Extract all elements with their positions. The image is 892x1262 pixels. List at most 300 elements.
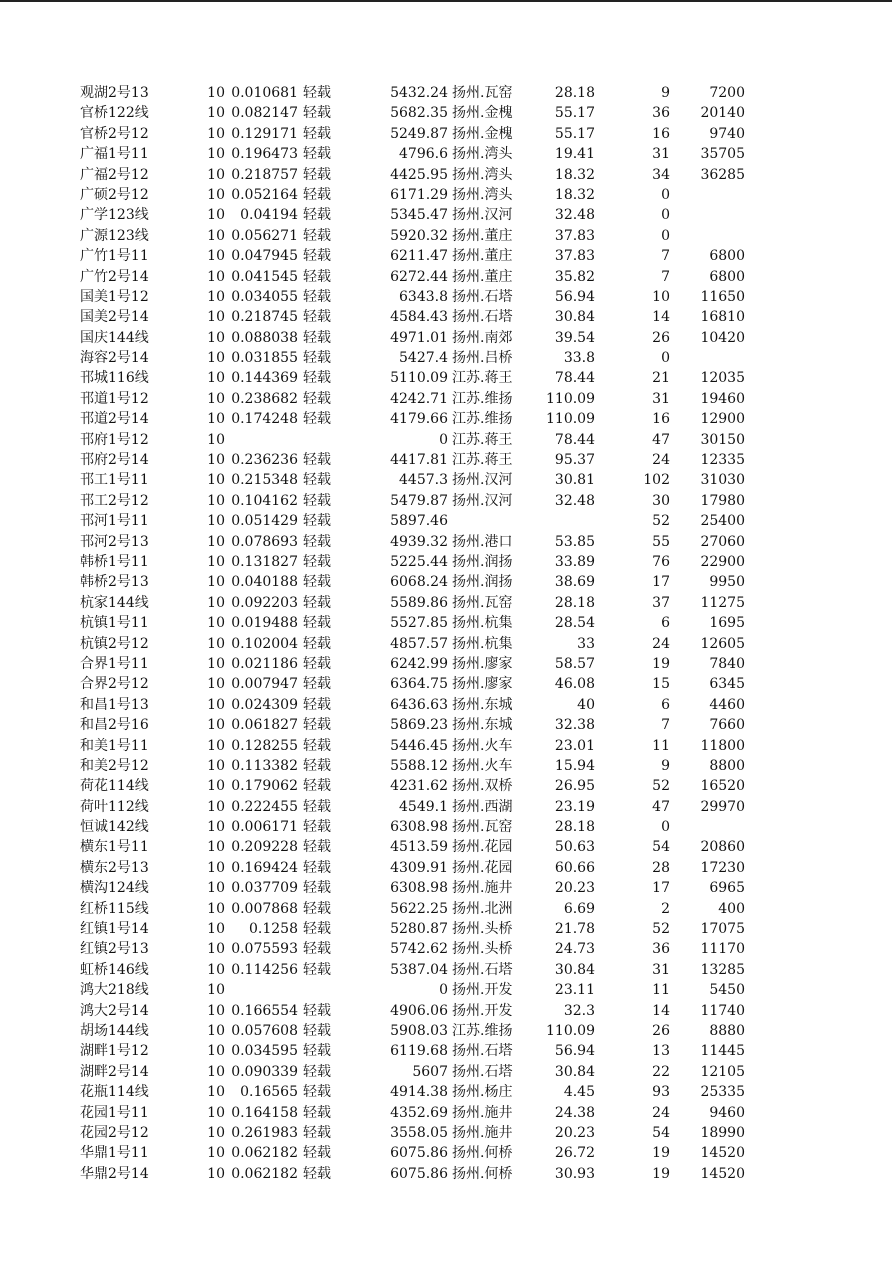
table-row [0,1082,892,1102]
value-cell: 0 [439,982,448,999]
distance-cell: 46.08 [554,676,595,693]
voltage-cell: 10 [207,574,225,591]
load-rate-cell: 0.129171 [231,125,298,142]
table-row [0,593,892,613]
value-cell: 6308.98 [390,819,448,836]
distance-cell: 78.44 [554,370,595,387]
capacity-cell: 5450 [709,982,745,999]
table-row [0,307,892,327]
voltage-cell: 10 [207,227,225,244]
load-status-cell: 轻载 [303,85,331,101]
load-status-cell: 轻载 [303,798,331,815]
load-status-cell: 轻载 [303,941,331,958]
load-rate-cell: 0.010681 [231,85,298,101]
distance-cell: 20.23 [554,1124,595,1141]
distance-cell: 30.84 [554,309,595,326]
load-rate-cell: 0.238682 [231,390,298,407]
line-name-cell: 广福1号11 [80,146,149,163]
page-top-border [0,0,892,2]
line-name-cell: 虹桥146线 [80,961,149,978]
distance-cell: 30.84 [554,961,595,978]
substation-cell: 扬州.汉河 [452,492,513,509]
value-cell: 6075.86 [390,1165,448,1182]
distance-cell: 55.17 [554,125,595,142]
load-rate-cell: 0.236236 [231,452,298,469]
capacity-cell: 30150 [700,431,745,448]
capacity-cell: 11740 [700,1002,745,1019]
value-cell: 4417.81 [390,452,448,469]
count-cell: 21 [652,370,670,387]
count-cell: 52 [652,921,670,938]
value-cell: 6075.86 [390,1145,448,1162]
substation-cell: 扬州.瓦窑 [452,819,513,836]
capacity-cell: 13285 [700,961,745,978]
table-row [0,899,892,919]
distance-cell: 30.84 [554,1063,595,1080]
value-cell: 4914.38 [390,1084,448,1101]
value-cell: 5682.35 [390,105,448,122]
line-name-cell: 合界1号11 [80,655,149,672]
load-status-cell: 轻载 [303,553,331,570]
value-cell: 5427.4 [399,350,448,367]
count-cell: 31 [652,961,670,978]
voltage-cell: 10 [207,207,225,224]
substation-cell: 扬州.北洲 [452,900,513,917]
value-cell: 5588.12 [390,757,448,774]
load-status-cell: 轻载 [303,1084,331,1101]
line-name-cell: 鸿大2号14 [80,1002,149,1019]
count-cell: 19 [652,1145,670,1162]
value-cell: 4796.6 [399,146,448,163]
substation-cell: 扬州.东城 [452,717,513,734]
load-rate-cell: 0.034055 [231,288,298,305]
line-name-cell: 横东2号13 [80,859,149,876]
load-status-cell: 轻载 [303,268,331,285]
substation-cell: 江苏.蒋王 [452,452,513,469]
voltage-cell: 10 [207,655,225,672]
count-cell: 93 [652,1084,670,1101]
load-status-cell: 轻载 [303,370,331,387]
capacity-cell: 12035 [700,370,745,387]
substation-cell: 扬州.湾头 [452,186,513,203]
table-row [0,613,892,633]
table-row [0,1123,892,1143]
spreadsheet-table [0,83,892,1184]
capacity-cell: 17980 [700,492,745,509]
capacity-cell: 36285 [700,166,745,183]
value-cell: 4549.1 [399,798,448,815]
capacity-cell: 16520 [700,778,745,795]
count-cell: 15 [652,676,670,693]
substation-cell: 江苏.维扬 [452,1022,513,1039]
count-cell: 6 [661,696,670,713]
voltage-cell: 10 [207,411,225,428]
voltage-cell: 10 [207,757,225,774]
line-name-cell: 广硕2号12 [80,186,149,203]
load-status-cell: 轻载 [303,717,331,734]
capacity-cell: 11275 [700,594,745,611]
value-cell: 6119.68 [390,1043,448,1060]
value-cell: 5607 [412,1063,448,1080]
count-cell: 24 [652,1104,670,1121]
voltage-cell: 10 [207,717,225,734]
line-name-cell: 华鼎2号14 [80,1165,149,1182]
load-status-cell: 轻载 [303,411,331,428]
table-row [0,654,892,674]
voltage-cell: 10 [207,941,225,958]
load-rate-cell: 0.261983 [231,1124,298,1141]
load-rate-cell: 0.1258 [249,921,298,938]
distance-cell: 33 [577,635,595,652]
line-name-cell: 国美2号14 [80,309,149,326]
line-name-cell: 官桥122线 [80,105,149,122]
line-name-cell: 合界2号12 [80,676,149,693]
line-name-cell: 和昌1号13 [80,696,149,713]
load-rate-cell: 0.113382 [231,757,298,774]
capacity-cell: 20860 [700,839,745,856]
load-status-cell: 轻载 [303,655,331,672]
line-name-cell: 鸿大218线 [80,982,149,999]
line-name-cell: 国美1号12 [80,288,149,305]
value-cell: 5249.87 [390,125,448,142]
value-cell: 5527.85 [390,615,448,632]
table-row [0,1021,892,1041]
voltage-cell: 10 [207,1145,225,1162]
load-status-cell: 轻载 [303,961,331,978]
substation-cell: 扬州.何桥 [452,1145,513,1162]
load-status-cell: 轻载 [303,635,331,652]
value-cell: 5110.09 [390,370,448,387]
voltage-cell: 10 [207,1124,225,1141]
value-cell: 5908.03 [390,1022,448,1039]
count-cell: 16 [652,125,670,142]
load-status-cell: 轻载 [303,696,331,713]
distance-cell: 28.18 [554,594,595,611]
count-cell: 10 [652,288,670,305]
line-name-cell: 韩桥1号11 [80,553,149,570]
load-rate-cell: 0.078693 [231,533,298,550]
load-rate-cell: 0.031855 [231,350,298,367]
count-cell: 7 [661,248,670,265]
distance-cell: 33.89 [554,553,595,570]
load-rate-cell: 0.056271 [231,227,298,244]
substation-cell: 江苏.蒋王 [452,431,513,448]
substation-cell: 扬州.石塔 [452,309,513,326]
substation-cell: 扬州.花园 [452,839,513,856]
capacity-cell: 11445 [700,1043,745,1060]
load-rate-cell: 0.164158 [231,1104,298,1121]
voltage-cell: 10 [207,859,225,876]
table-row [0,858,892,878]
count-cell: 26 [652,329,670,346]
substation-cell: 扬州.开发 [452,1002,513,1019]
load-rate-cell: 0.007868 [231,900,298,917]
load-rate-cell: 0.104162 [231,492,298,509]
substation-cell: 扬州.吕桥 [452,350,513,367]
table-row [0,226,892,246]
voltage-cell: 10 [207,880,225,897]
line-name-cell: 杭镇2号12 [80,635,149,652]
distance-cell: 26.72 [554,1145,595,1162]
capacity-cell: 6345 [709,676,745,693]
count-cell: 0 [661,207,670,224]
load-status-cell: 轻载 [303,146,331,163]
capacity-cell: 22900 [700,553,745,570]
table-row [0,715,892,735]
count-cell: 54 [652,1124,670,1141]
distance-cell: 26.95 [554,778,595,795]
line-name-cell: 海容2号14 [80,350,149,367]
load-rate-cell: 0.047945 [231,248,298,265]
line-name-cell: 邗府2号14 [80,452,149,469]
distance-cell: 50.63 [554,839,595,856]
table-row [0,287,892,307]
distance-cell: 32.48 [554,207,595,224]
line-name-cell: 恒诚142线 [80,819,149,836]
voltage-cell: 10 [207,676,225,693]
line-name-cell: 邗城116线 [80,370,149,387]
capacity-cell: 10420 [700,329,745,346]
count-cell: 102 [643,472,670,489]
substation-cell: 扬州.廖家 [452,655,513,672]
load-status-cell: 轻载 [303,227,331,244]
distance-cell: 53.85 [554,533,595,550]
count-cell: 52 [652,778,670,795]
value-cell: 5742.62 [390,941,448,958]
capacity-cell: 12335 [700,452,745,469]
substation-cell: 扬州.润扬 [452,574,513,591]
distance-cell: 35.82 [554,268,595,285]
table-row [0,165,892,185]
substation-cell: 扬州.金槐 [452,125,513,142]
voltage-cell: 10 [207,1022,225,1039]
load-status-cell: 轻载 [303,1022,331,1039]
line-name-cell: 邗河1号11 [80,513,149,530]
value-cell: 6171.29 [390,186,448,203]
value-cell: 4857.57 [390,635,448,652]
load-rate-cell: 0.041545 [231,268,298,285]
count-cell: 54 [652,839,670,856]
voltage-cell: 10 [207,1043,225,1060]
load-rate-cell: 0.128255 [231,737,298,754]
substation-cell: 扬州.汉河 [452,472,513,489]
capacity-cell: 8800 [709,757,745,774]
substation-cell: 扬州.瓦窑 [452,85,513,101]
distance-cell: 32.48 [554,492,595,509]
load-rate-cell: 0.218757 [231,166,298,183]
capacity-cell: 4460 [709,696,745,713]
line-name-cell: 官桥2号12 [80,125,149,142]
substation-cell: 扬州.董庄 [452,268,513,285]
value-cell: 6364.75 [390,676,448,693]
capacity-cell: 14520 [700,1165,745,1182]
capacity-cell: 7660 [709,717,745,734]
load-status-cell: 轻载 [303,1165,331,1182]
table-row [0,1041,892,1061]
load-rate-cell: 0.218745 [231,309,298,326]
distance-cell: 32.3 [563,1002,595,1019]
value-cell: 5897.46 [390,513,448,530]
distance-cell: 23.01 [554,737,595,754]
load-rate-cell: 0.007947 [231,676,298,693]
substation-cell: 扬州.双桥 [452,778,513,795]
load-status-cell: 轻载 [303,492,331,509]
count-cell: 26 [652,1022,670,1039]
table-row [0,328,892,348]
distance-cell: 110.09 [546,390,595,407]
value-cell: 4231.62 [390,778,448,795]
line-name-cell: 邗河2号13 [80,533,149,550]
load-status-cell: 轻载 [303,676,331,693]
substation-cell: 扬州.瓦窑 [452,594,513,611]
count-cell: 11 [652,982,670,999]
table-row [0,817,892,837]
line-name-cell: 邗府1号12 [80,431,149,448]
line-name-cell: 广学123线 [80,207,149,224]
substation-cell: 扬州.润扬 [452,553,513,570]
value-cell: 5589.86 [390,594,448,611]
load-status-cell: 轻载 [303,1043,331,1060]
substation-cell: 扬州.施井 [452,880,513,897]
load-rate-cell: 0.051429 [231,513,298,530]
capacity-cell: 17075 [700,921,745,938]
load-rate-cell: 0.052164 [231,186,298,203]
load-status-cell: 轻载 [303,207,331,224]
count-cell: 6 [661,615,670,632]
table-row [0,205,892,225]
load-status-cell: 轻载 [303,288,331,305]
value-cell: 6242.99 [390,655,448,672]
voltage-cell: 10 [207,166,225,183]
substation-cell: 江苏.维扬 [452,411,513,428]
distance-cell: 4.45 [563,1084,595,1101]
value-cell: 6308.98 [390,880,448,897]
capacity-cell: 9460 [709,1104,745,1121]
line-name-cell: 和昌2号16 [80,717,149,734]
distance-cell: 18.32 [554,166,595,183]
table-row [0,837,892,857]
load-rate-cell: 0.209228 [231,839,298,856]
capacity-cell: 7200 [709,85,745,101]
voltage-cell: 10 [207,1002,225,1019]
voltage-cell: 10 [207,431,225,448]
distance-cell: 33.8 [563,350,595,367]
table-row [0,919,892,939]
line-name-cell: 广福2号12 [80,166,149,183]
line-name-cell: 胡场144线 [80,1022,149,1039]
substation-cell: 扬州.湾头 [452,146,513,163]
load-rate-cell: 0.057608 [231,1022,298,1039]
table-row [0,1062,892,1082]
line-name-cell: 湖畔2号14 [80,1063,149,1080]
load-status-cell: 轻载 [303,737,331,754]
table-row [0,736,892,756]
substation-cell: 扬州.火车 [452,757,513,774]
value-cell: 4939.32 [390,533,448,550]
substation-cell: 扬州.汉河 [452,207,513,224]
table-row [0,532,892,552]
substation-cell: 江苏.维扬 [452,390,513,407]
table-row [0,267,892,287]
voltage-cell: 10 [207,472,225,489]
table-row [0,368,892,388]
distance-cell: 58.57 [554,655,595,672]
line-name-cell: 和美1号11 [80,737,149,754]
substation-cell: 扬州.何桥 [452,1165,513,1182]
value-cell: 5225.44 [390,553,448,570]
count-cell: 47 [652,798,670,815]
line-name-cell: 华鼎1号11 [80,1145,149,1162]
line-name-cell: 红桥115线 [80,900,149,917]
substation-cell: 扬州.董庄 [452,227,513,244]
distance-cell: 40 [577,696,595,713]
count-cell: 14 [652,309,670,326]
substation-cell: 扬州.金槐 [452,105,513,122]
distance-cell: 38.69 [554,574,595,591]
load-status-cell: 轻载 [303,329,331,346]
load-status-cell: 轻载 [303,1145,331,1162]
load-rate-cell: 0.088038 [231,329,298,346]
capacity-cell: 14520 [700,1145,745,1162]
table-row [0,83,892,103]
load-rate-cell: 0.174248 [231,411,298,428]
load-status-cell: 轻载 [303,859,331,876]
voltage-cell: 10 [207,961,225,978]
table-row [0,756,892,776]
value-cell: 6343.8 [399,288,448,305]
voltage-cell: 10 [207,288,225,305]
value-cell: 5280.87 [390,921,448,938]
count-cell: 47 [652,431,670,448]
voltage-cell: 10 [207,1084,225,1101]
capacity-cell: 35705 [700,146,745,163]
count-cell: 36 [652,941,670,958]
value-cell: 4906.06 [390,1002,448,1019]
substation-cell: 扬州.湾头 [452,166,513,183]
count-cell: 24 [652,635,670,652]
value-cell: 4513.59 [390,839,448,856]
load-status-cell: 轻载 [303,390,331,407]
capacity-cell: 19460 [700,390,745,407]
voltage-cell: 10 [207,737,225,754]
load-status-cell: 轻载 [303,1124,331,1141]
line-name-cell: 广竹1号11 [80,248,149,265]
count-cell: 55 [652,533,670,550]
voltage-cell: 10 [207,186,225,203]
count-cell: 36 [652,105,670,122]
voltage-cell: 10 [207,309,225,326]
load-status-cell: 轻载 [303,574,331,591]
capacity-cell: 6800 [709,248,745,265]
distance-cell: 24.73 [554,941,595,958]
capacity-cell: 17230 [700,859,745,876]
count-cell: 52 [652,513,670,530]
count-cell: 17 [652,880,670,897]
load-status-cell: 轻载 [303,1063,331,1080]
distance-cell: 6.69 [563,900,595,917]
line-name-cell: 韩桥2号13 [80,574,149,591]
voltage-cell: 10 [207,900,225,917]
substation-cell: 扬州.石塔 [452,1063,513,1080]
line-name-cell: 广竹2号14 [80,268,149,285]
load-status-cell: 轻载 [303,757,331,774]
count-cell: 7 [661,717,670,734]
value-cell: 5387.04 [390,961,448,978]
line-name-cell: 邗道1号12 [80,390,149,407]
capacity-cell: 11800 [700,737,745,754]
substation-cell: 扬州.石塔 [452,1043,513,1060]
load-rate-cell: 0.019488 [231,615,298,632]
